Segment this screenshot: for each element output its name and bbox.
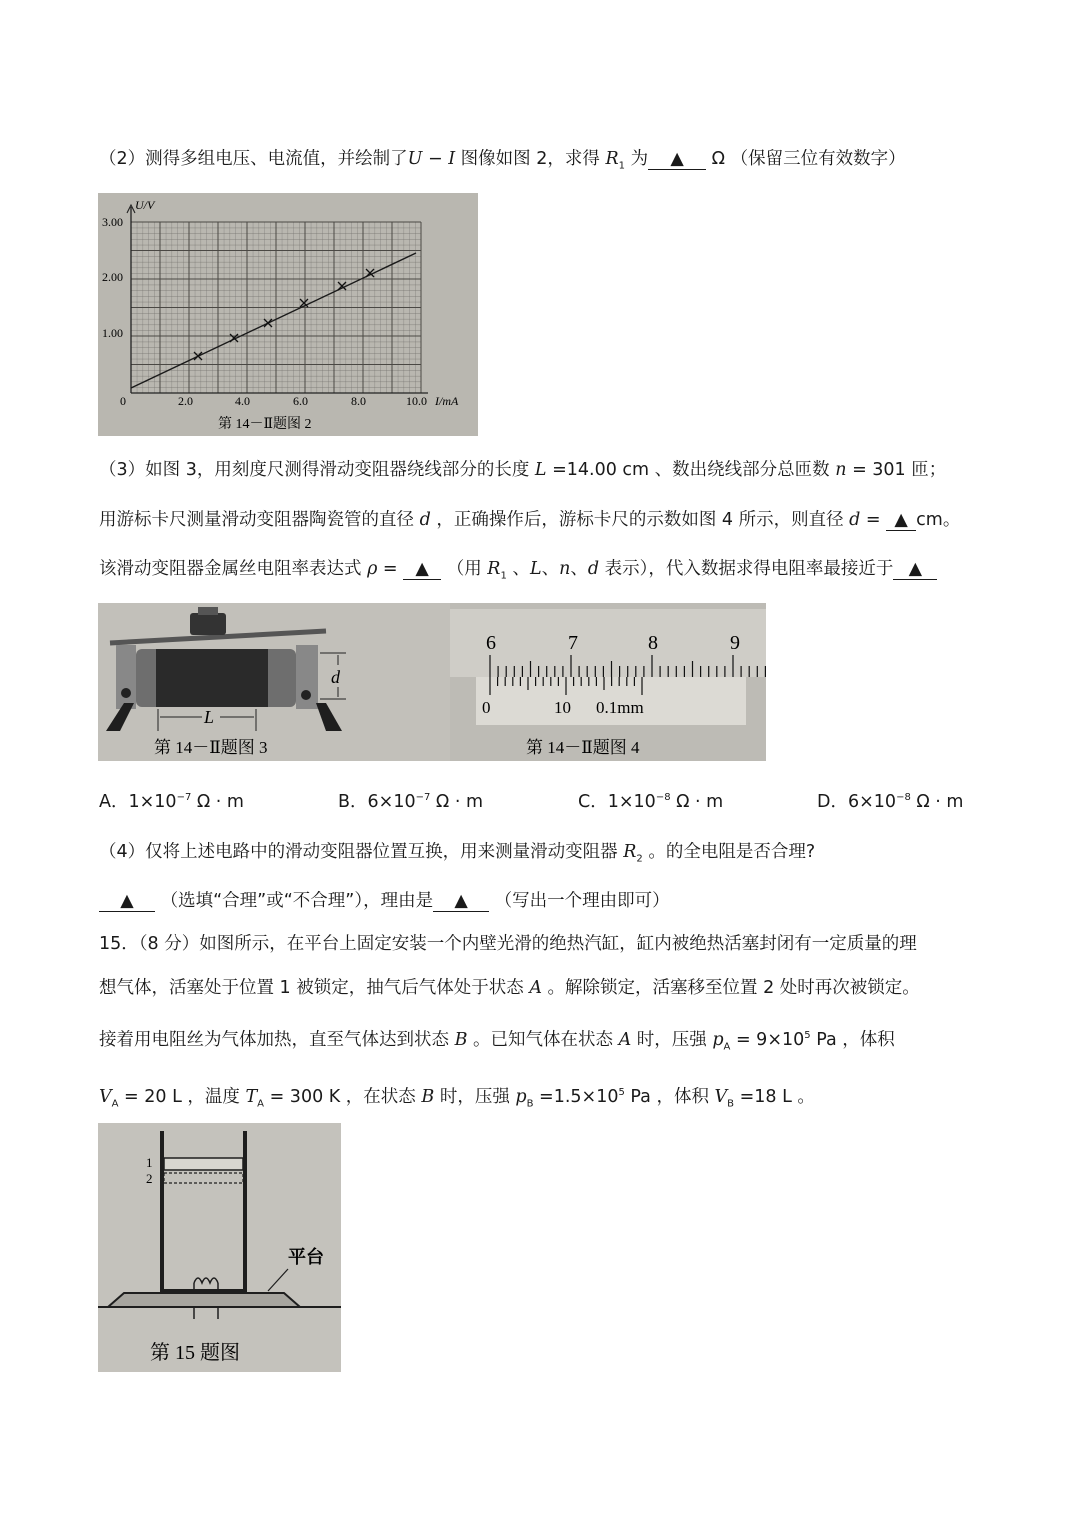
- symbol-U: U: [407, 149, 423, 169]
- option-b[interactable]: [338, 786, 483, 814]
- x-tick-10: 10.0: [406, 394, 427, 408]
- option-a[interactable]: [99, 786, 244, 814]
- stand-right: [316, 703, 342, 731]
- symbol-B: B: [421, 1086, 435, 1107]
- coil-winding: [156, 649, 268, 707]
- text-segment: 该滑动变阻器金属丝电阻率表达式: [99, 559, 368, 579]
- exponent: 5: [804, 1030, 811, 1041]
- symbol-V: V: [99, 1086, 112, 1107]
- text-segment: 、: [506, 559, 530, 579]
- main-scale-8: 8: [648, 632, 658, 654]
- main-scale-7: 7: [568, 632, 578, 654]
- label-d: d: [331, 667, 340, 687]
- symbol-A: A: [618, 1029, 632, 1050]
- vernier-10: 10: [554, 698, 571, 717]
- symbol-L: L: [534, 460, 547, 480]
- symbol-L: L: [529, 559, 542, 579]
- text-segment: Ω （保留三位有效数字）: [706, 149, 906, 169]
- x-tick-4: 4.0: [235, 394, 250, 408]
- q15-line4: [99, 1081, 815, 1116]
- y-tick-200: 2.00: [102, 270, 123, 284]
- symbol-B: B: [454, 1029, 468, 1050]
- text-segment: =: [860, 510, 887, 530]
- figure2-caption: 第 14－Ⅱ题图 2: [218, 417, 312, 432]
- figure4-caption: 第 14－Ⅱ题图 4: [526, 738, 640, 757]
- x-tick-8: 8.0: [351, 394, 366, 408]
- text-segment: （用: [441, 559, 488, 579]
- answer-blank[interactable]: ▲: [99, 891, 155, 912]
- subscript: 1: [618, 160, 625, 172]
- y-axis-label: U/V: [135, 198, 155, 212]
- text-segment: 用游标卡尺测量滑动变阻器陶瓷管的直径: [99, 510, 420, 530]
- option-label: A．: [99, 791, 129, 812]
- symbol-d: d: [849, 510, 861, 530]
- text-segment: 、: [541, 559, 560, 579]
- figure-ui-graph: [98, 193, 478, 436]
- symbol-p: p: [712, 1029, 724, 1050]
- x-axis-label: I/mA: [435, 394, 459, 408]
- option-value: 6×10: [847, 791, 897, 812]
- terminal: [301, 690, 311, 700]
- unit: Ω · m: [191, 791, 244, 812]
- text-segment: = 301 匝；: [846, 460, 947, 480]
- answer-blank[interactable]: ▲: [893, 559, 937, 580]
- exponent: −7: [415, 792, 431, 803]
- platform-label: 平台: [288, 1247, 324, 1267]
- symbol-I: I: [448, 149, 456, 169]
- text-segment: 为: [625, 149, 649, 169]
- text-segment: 。已知气体在状态: [467, 1029, 619, 1050]
- subscript: 2: [636, 853, 643, 865]
- text-segment: 接着用电阻丝为气体加热，直至气体达到状态: [99, 1029, 455, 1050]
- q14-part4-line2: [99, 889, 670, 913]
- subscript: 1: [500, 570, 507, 582]
- text-segment: （3）如图 3，用刻度尺测得滑动变阻器绕线部分的长度: [99, 460, 535, 480]
- subscript: B: [526, 1098, 534, 1110]
- piston-position-1: [164, 1158, 243, 1170]
- text-segment: （2）测得多组电压、电流值，并绘制了: [99, 149, 408, 169]
- option-c[interactable]: [578, 786, 723, 814]
- end-cap-left: [116, 645, 136, 709]
- symbol-n: n: [835, 460, 847, 480]
- symbol-p: p: [515, 1086, 527, 1107]
- q14-part3-line2: [99, 508, 960, 532]
- subscript: A: [111, 1098, 119, 1110]
- option-label: C．: [578, 791, 608, 812]
- exponent: 5: [618, 1087, 625, 1098]
- figure-rheostat: [98, 603, 450, 761]
- text-segment: = 300 K ，在状态: [264, 1086, 422, 1107]
- answer-blank[interactable]: ▲: [886, 510, 916, 531]
- exponent: −8: [655, 792, 671, 803]
- heating-coil: [194, 1278, 218, 1283]
- vernier-0: 0: [482, 698, 491, 717]
- figure15-caption: 第 15 题图: [150, 1342, 240, 1364]
- symbol-V: V: [714, 1086, 728, 1107]
- text-segment: Pa ，体积: [810, 1029, 895, 1050]
- text-segment: 时，压强: [631, 1029, 713, 1050]
- text-segment: 时，压强: [434, 1086, 516, 1107]
- platform-pointer: [268, 1269, 288, 1291]
- symbol-d: d: [419, 510, 431, 530]
- unit: Ω · m: [430, 791, 484, 812]
- figure-vernier: [450, 603, 766, 761]
- text-segment: =18 L 。: [734, 1086, 815, 1107]
- symbol-R: R: [623, 842, 637, 862]
- text-segment: ，正确操作后，游标卡尺的示数如图 4 所示，则直径: [430, 510, 850, 530]
- text-segment: = 20 L ，温度: [118, 1086, 246, 1107]
- q14-part3-line3: [99, 557, 937, 589]
- slider-knob: [198, 607, 218, 615]
- text-segment: 。的全电阻是否合理?: [642, 842, 816, 862]
- text-segment: 想气体，活塞处于位置 1 被锁定，抽气后气体处于状态: [99, 978, 530, 998]
- y-tick-100: 1.00: [102, 326, 123, 340]
- answer-blank[interactable]: ▲: [648, 149, 706, 170]
- text-segment: =1.5×10: [533, 1086, 619, 1107]
- text-segment: 。解除锁定，活塞移至位置 2 处时再次被锁定。: [541, 978, 920, 998]
- figure3-caption: 第 14－Ⅱ题图 3: [154, 738, 268, 757]
- q15-line1: 15．（8 分）如图所示，在平台上固定安装一个内壁光滑的绝热汽缸，缸内被绝热活塞封闭有一定质量的理: [99, 934, 917, 954]
- x-tick-0: 0: [120, 394, 126, 408]
- platform: [108, 1293, 300, 1307]
- x-tick-6: 6.0: [293, 394, 308, 408]
- q15-line2: [99, 976, 920, 1000]
- option-label: D．: [817, 791, 848, 812]
- unit: Ω · m: [670, 791, 724, 812]
- text-segment: 表示），代入数据求得电阻率最接近于: [599, 559, 894, 579]
- y-tick-300: 3.00: [102, 215, 123, 229]
- rheostat-svg: [98, 603, 450, 761]
- exponent: −7: [176, 792, 192, 803]
- text-segment: = 9×10: [730, 1029, 805, 1050]
- symbol-rho: ρ: [367, 559, 378, 579]
- option-value: 1×10: [607, 791, 656, 812]
- unit: Ω · m: [910, 791, 964, 812]
- symbol-T: T: [245, 1086, 258, 1107]
- main-scale-6: 6: [486, 632, 496, 654]
- position-label-1: 1: [146, 1155, 153, 1170]
- text-segment: （4）仅将上述电路中的滑动变阻器位置互换，用来测量滑动变阻器: [99, 842, 624, 862]
- q14-part2-text: [99, 147, 906, 179]
- position-label-2: 2: [146, 1171, 153, 1186]
- symbol-n: n: [559, 559, 571, 579]
- text-segment: 图像如图 2，求得: [455, 149, 606, 169]
- option-d[interactable]: [817, 786, 963, 814]
- piston-position-2: [164, 1173, 243, 1183]
- subscript: A: [257, 1098, 265, 1110]
- q14-part3-line1: [99, 458, 946, 482]
- main-scale-9: 9: [730, 632, 740, 654]
- vernier-svg: [450, 603, 766, 761]
- subscript: B: [727, 1098, 735, 1110]
- answer-blank[interactable]: ▲: [433, 891, 489, 912]
- exponent: −8: [896, 792, 911, 803]
- terminal: [121, 688, 131, 698]
- symbol-R: R: [487, 559, 501, 579]
- option-label: B．: [338, 791, 368, 812]
- text-segment: Pa ，体积: [624, 1086, 715, 1107]
- text-segment: =: [377, 559, 404, 579]
- subscript: A: [723, 1041, 731, 1053]
- symbol-A: A: [529, 978, 542, 998]
- text-segment: 、: [570, 559, 588, 579]
- text-segment: cm。: [916, 510, 961, 530]
- text-segment: =14.00 cm 、数出绕线部分总匝数: [546, 460, 836, 480]
- symbol-R: R: [605, 149, 619, 169]
- q14-part4-line1: [99, 840, 815, 872]
- main-scale: [450, 609, 766, 677]
- cylinder-svg: [98, 1123, 341, 1372]
- text-segment: −: [422, 149, 449, 169]
- ui-graph-svg: [98, 193, 478, 436]
- symbol-d: d: [587, 559, 600, 579]
- text-segment: （选填“合理”或“不合理”），理由是: [155, 891, 434, 911]
- vernier-precision: 0.1mm: [596, 698, 644, 717]
- option-value: 1×10: [128, 791, 177, 812]
- option-value: 6×10: [367, 791, 416, 812]
- text-segment: （写出一个理由即可）: [489, 891, 670, 911]
- label-L: L: [204, 707, 215, 727]
- q15-line3: [99, 1024, 895, 1059]
- slider-contact: [190, 613, 226, 635]
- answer-blank[interactable]: ▲: [403, 559, 441, 580]
- x-tick-2: 2.0: [178, 394, 193, 408]
- figure-cylinder: [98, 1123, 341, 1372]
